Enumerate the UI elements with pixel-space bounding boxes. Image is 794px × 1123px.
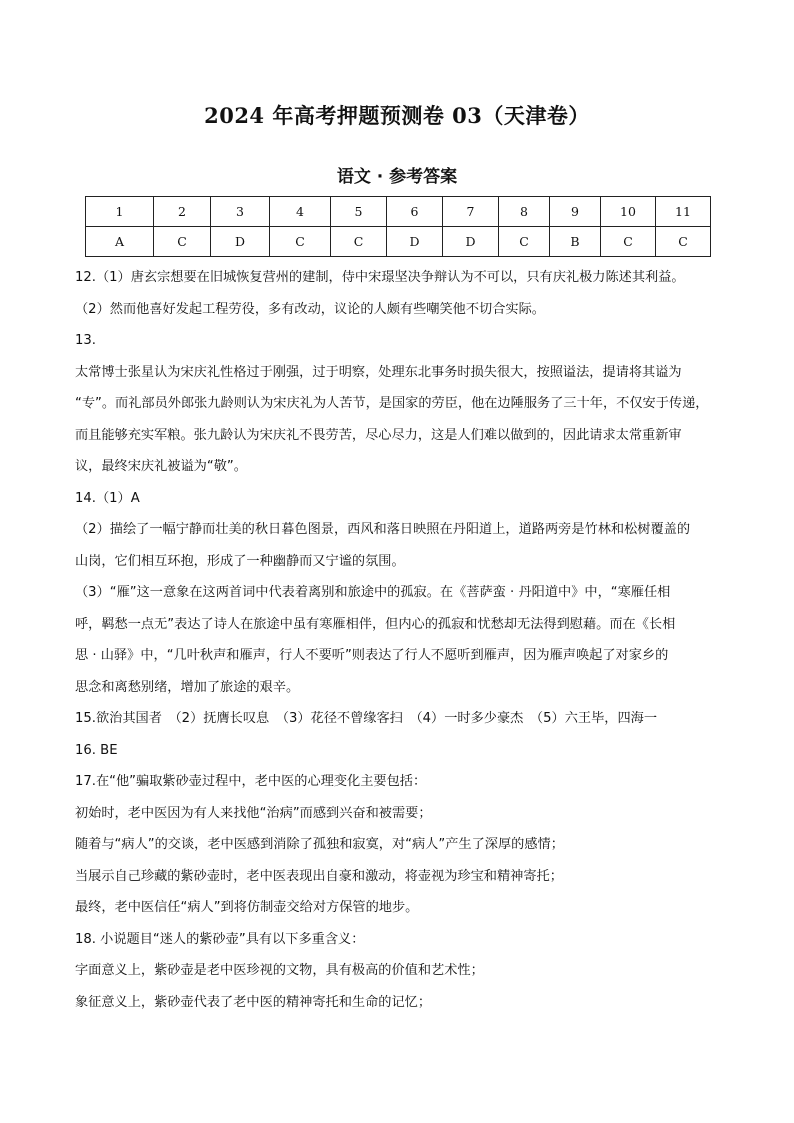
answer-cell: D bbox=[387, 227, 443, 257]
question-number-cell: 9 bbox=[550, 197, 601, 227]
question-number-cell: 1 bbox=[86, 197, 154, 227]
answer-line: 当展示自己珍藏的紫砂壶时，老中医表现出自豪和激动，将壶视为珍宝和精神寄托； bbox=[75, 868, 563, 884]
answer-line: 13. bbox=[75, 333, 96, 348]
answer-line: 字面意义上，紫砂壶是老中医珍视的文物，具有极高的价值和艺术性； bbox=[75, 963, 484, 978]
answer-cell: C bbox=[154, 227, 211, 257]
answer-table bbox=[85, 196, 711, 257]
answer-cell: C bbox=[270, 227, 331, 257]
question-number-cell: 4 bbox=[270, 197, 331, 227]
answer-table-answer-row bbox=[86, 227, 711, 257]
question-number-cell: 8 bbox=[499, 197, 550, 227]
answer-cell: C bbox=[656, 227, 711, 257]
answer-line: 17.在“他”骗取紫砂壶过程中，老中医的心理变化主要包括： bbox=[75, 774, 427, 789]
answer-cell: B bbox=[550, 227, 601, 257]
question-number-cell: 7 bbox=[443, 197, 499, 227]
answer-cell: C bbox=[331, 227, 387, 257]
answer-cell: C bbox=[601, 227, 656, 257]
answer-line: 而且能够充实军粮。张九龄认为宋庆礼不畏劳苦，尽心尽力，这是人们难以做到的，因此请求太常重新审 bbox=[75, 427, 682, 443]
question-number-cell: 6 bbox=[387, 197, 443, 227]
answer-line: 14.（1）A bbox=[75, 490, 140, 506]
answer-line: （3）“雁”这一意象在这两首词中代表着离别和旅途中的孤寂。在《菩萨蛮 · 丹阳道中》中，“寒雁任相 bbox=[75, 585, 671, 600]
answer-cell: D bbox=[211, 227, 270, 257]
document-subtitle: 语文 · 参考答案 bbox=[336, 167, 458, 187]
answer-line: 呼，羁愁一点无”表达了诗人在旅途中虽有寒雁相伴，但内心的孤寂和忧愁却无法得到慰藉。而在《长相 bbox=[75, 616, 676, 632]
answer-line: 随着与“病人”的交谈，老中医感到消除了孤独和寂寞，对“病人”产生了深厚的感情； bbox=[75, 837, 564, 852]
answer-line: 初始时，老中医因为有人来找他“治病”而感到兴奋和被需要； bbox=[75, 805, 432, 821]
answer-line: 议，最终宋庆礼被谥为“敬”。 bbox=[75, 459, 247, 474]
answer-line: “专”。而礼部员外郎张九龄则认为宋庆礼为人苦节，是国家的劳臣，他在边陲服务了三十年，不仅安于传递， bbox=[75, 396, 709, 411]
answer-cell: C bbox=[499, 227, 550, 257]
answer-line: 15.欲治其国者 （2）抚膺长叹息 （3）花径不曾缘客扫 （4）一时多少豪杰 （5）六王毕，四海一 bbox=[75, 711, 658, 726]
document-title: 2024 年高考押题预测卷 03（天津卷） bbox=[204, 103, 590, 128]
answer-line: （2）然而他喜好发起工程劳役，多有改动，议论的人颇有些嘲笑他不切合实际。 bbox=[75, 301, 545, 317]
answer-cell: A bbox=[86, 227, 154, 257]
answer-table-number-row bbox=[86, 197, 711, 227]
answer-line: （2）描绘了一幅宁静而壮美的秋日暮色图景，西风和落日映照在丹阳道上，道路两旁是竹林和松树覆盖的 bbox=[75, 522, 691, 537]
question-number-cell: 11 bbox=[656, 197, 711, 227]
answer-line: 思 · 山驿》中，“几叶秋声和雁声，行人不要听”则表达了行人不愿听到雁声，因为雁声唤起了对家乡的 bbox=[75, 648, 669, 663]
answer-line: 象征意义上，紫砂壶代表了老中医的精神寄托和生命的记忆； bbox=[75, 994, 432, 1010]
answer-line: 思念和离愁别绪，增加了旅途的艰辛。 bbox=[75, 679, 300, 695]
answer-cell: D bbox=[443, 227, 499, 257]
answer-line: 山岗，它们相互环抱，形成了一种幽静而又宁谧的氛围。 bbox=[75, 553, 405, 569]
answer-body bbox=[75, 262, 723, 1018]
question-number-cell: 2 bbox=[154, 197, 211, 227]
answer-line: 16. BE bbox=[75, 742, 118, 758]
question-number-cell: 5 bbox=[331, 197, 387, 227]
question-number-cell: 3 bbox=[211, 197, 270, 227]
question-number-cell: 10 bbox=[601, 197, 656, 227]
answer-line: 太常博士张星认为宋庆礼性格过于刚强，过于明察，处理东北事务时损失很大，按照谥法，提请将其谥为 bbox=[75, 364, 682, 380]
answer-line: 最终，老中医信任“病人”到将仿制壶交给对方保管的地步。 bbox=[75, 900, 419, 915]
answer-line: 18. 小说题目“迷人的紫砂壶”具有以下多重含义： bbox=[75, 931, 365, 947]
answer-line: 12.（1）唐玄宗想要在旧城恢复营州的建制，侍中宋璟坚决争辩认为不可以，只有庆礼极力陈述其利益。 bbox=[75, 270, 685, 285]
